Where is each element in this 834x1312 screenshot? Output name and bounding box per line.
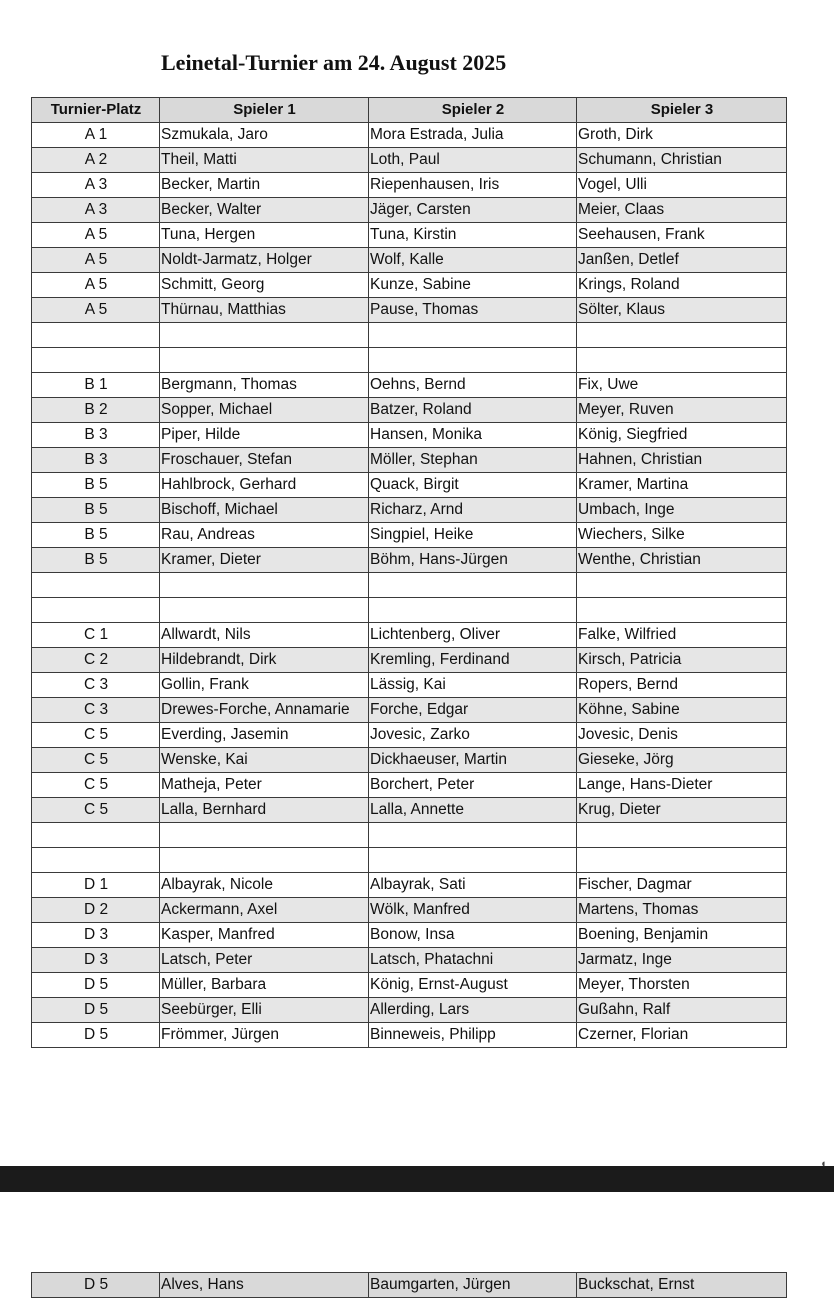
cell-turnier-platz: C 3	[32, 673, 160, 698]
cell-spieler-1: Thürnau, Matthias	[160, 298, 369, 323]
cell-turnier-platz: D 2	[32, 898, 160, 923]
cell-spieler-2: Pause, Thomas	[369, 298, 577, 323]
cell-spieler-3: Boening, Benjamin	[577, 923, 787, 948]
cell-spieler-1: Müller, Barbara	[160, 973, 369, 998]
table-row	[32, 648, 787, 673]
document-title: Leinetal-Turnier am 24. August 2025	[161, 50, 507, 75]
cell-spieler-1	[160, 573, 369, 598]
table-row	[32, 348, 787, 373]
header-spieler-3: Spieler 3	[577, 98, 787, 123]
cell-spieler-3: Jarmatz, Inge	[577, 948, 787, 973]
cell-turnier-platz: D 1	[32, 873, 160, 898]
cell-spieler-1: Latsch, Peter	[160, 948, 369, 973]
table-row	[32, 373, 787, 398]
cell-spieler-2: Möller, Stephan	[369, 448, 577, 473]
cell-spieler-2: Borchert, Peter	[369, 773, 577, 798]
cell-spieler-3: Buckschat, Ernst	[577, 1273, 787, 1298]
cell-spieler-2: Richarz, Arnd	[369, 498, 577, 523]
cell-spieler-2	[369, 598, 577, 623]
cell-spieler-2: Singpiel, Heike	[369, 523, 577, 548]
cell-spieler-1: Drewes-Forche, Annamarie	[160, 698, 369, 723]
table-row	[32, 273, 787, 298]
table-row	[32, 548, 787, 573]
cell-spieler-3: Hahnen, Christian	[577, 448, 787, 473]
cell-spieler-3: Vogel, Ulli	[577, 173, 787, 198]
cell-spieler-1: Everding, Jasemin	[160, 723, 369, 748]
cell-turnier-platz: D 5	[32, 1273, 160, 1298]
table-row	[32, 1023, 787, 1048]
cell-turnier-platz: B 1	[32, 373, 160, 398]
cell-turnier-platz	[32, 823, 160, 848]
cell-spieler-1: Ackermann, Axel	[160, 898, 369, 923]
table-row	[32, 148, 787, 173]
cell-spieler-2	[369, 823, 577, 848]
table-row	[32, 573, 787, 598]
cell-turnier-platz: A 2	[32, 148, 160, 173]
cell-turnier-platz: A 3	[32, 198, 160, 223]
cell-spieler-3: Sölter, Klaus	[577, 298, 787, 323]
cell-spieler-3: König, Siegfried	[577, 423, 787, 448]
cell-turnier-platz: B 5	[32, 523, 160, 548]
cell-spieler-1: Bergmann, Thomas	[160, 373, 369, 398]
table-row	[32, 973, 787, 998]
cell-spieler-3: Kramer, Martina	[577, 473, 787, 498]
cell-spieler-3	[577, 573, 787, 598]
page-break-bar	[0, 1166, 834, 1192]
cell-spieler-2: Wolf, Kalle	[369, 248, 577, 273]
cell-spieler-1: Matheja, Peter	[160, 773, 369, 798]
cell-spieler-1: Wenske, Kai	[160, 748, 369, 773]
cell-spieler-2: Quack, Birgit	[369, 473, 577, 498]
cell-spieler-3: Umbach, Inge	[577, 498, 787, 523]
cell-spieler-3	[577, 598, 787, 623]
table-row	[32, 948, 787, 973]
cell-spieler-2: Oehns, Bernd	[369, 373, 577, 398]
table-row	[32, 123, 787, 148]
cell-spieler-2: Lalla, Annette	[369, 798, 577, 823]
cell-spieler-2: Kunze, Sabine	[369, 273, 577, 298]
cell-spieler-3: Köhne, Sabine	[577, 698, 787, 723]
header-row	[32, 98, 787, 123]
cell-spieler-1: Sopper, Michael	[160, 398, 369, 423]
cell-turnier-platz: C 1	[32, 623, 160, 648]
cell-spieler-1: Albayrak, Nicole	[160, 873, 369, 898]
table-row	[32, 523, 787, 548]
table-row	[32, 248, 787, 273]
cell-spieler-2: Forche, Edgar	[369, 698, 577, 723]
cell-turnier-platz: C 3	[32, 698, 160, 723]
table-row	[32, 598, 787, 623]
cell-spieler-3	[577, 848, 787, 873]
cell-spieler-3: Meyer, Ruven	[577, 398, 787, 423]
cell-spieler-3: Wiechers, Silke	[577, 523, 787, 548]
cell-turnier-platz: B 3	[32, 448, 160, 473]
pairing-table-continued	[31, 1272, 787, 1298]
cell-spieler-3: Falke, Wilfried	[577, 623, 787, 648]
cell-spieler-3: Gieseke, Jörg	[577, 748, 787, 773]
cell-spieler-3: Meyer, Thorsten	[577, 973, 787, 998]
table-row	[32, 1273, 787, 1298]
cell-turnier-platz: A 5	[32, 298, 160, 323]
cell-spieler-3: Czerner, Florian	[577, 1023, 787, 1048]
cell-spieler-2: Allerding, Lars	[369, 998, 577, 1023]
cell-spieler-2: Jovesic, Zarko	[369, 723, 577, 748]
cell-spieler-1: Kramer, Dieter	[160, 548, 369, 573]
table-row	[32, 498, 787, 523]
cell-spieler-1: Seebürger, Elli	[160, 998, 369, 1023]
cell-turnier-platz: C 5	[32, 723, 160, 748]
table-row	[32, 848, 787, 873]
cell-turnier-platz: B 5	[32, 548, 160, 573]
cell-spieler-3: Ropers, Bernd	[577, 673, 787, 698]
cell-spieler-1: Theil, Matti	[160, 148, 369, 173]
cell-spieler-2	[369, 323, 577, 348]
cell-turnier-platz: A 5	[32, 248, 160, 273]
cell-turnier-platz: B 3	[32, 423, 160, 448]
cell-spieler-3: Meier, Claas	[577, 198, 787, 223]
cell-spieler-1: Szmukala, Jaro	[160, 123, 369, 148]
cell-spieler-2	[369, 348, 577, 373]
cell-spieler-2: Lässig, Kai	[369, 673, 577, 698]
cell-spieler-1: Schmitt, Georg	[160, 273, 369, 298]
cell-spieler-1: Lalla, Bernhard	[160, 798, 369, 823]
table-row	[32, 298, 787, 323]
cell-turnier-platz	[32, 848, 160, 873]
table-row	[32, 673, 787, 698]
header-turnier-platz: Turnier-Platz	[32, 98, 160, 123]
cell-spieler-3: Kirsch, Patricia	[577, 648, 787, 673]
table-row	[32, 448, 787, 473]
cell-spieler-1	[160, 348, 369, 373]
cell-spieler-1: Gollin, Frank	[160, 673, 369, 698]
cell-turnier-platz: A 5	[32, 223, 160, 248]
cell-turnier-platz	[32, 598, 160, 623]
cell-spieler-3: Janßen, Detlef	[577, 248, 787, 273]
cell-spieler-2: Böhm, Hans-Jürgen	[369, 548, 577, 573]
cell-turnier-platz: C 5	[32, 798, 160, 823]
cell-spieler-3: Gußahn, Ralf	[577, 998, 787, 1023]
cell-spieler-1: Hahlbrock, Gerhard	[160, 473, 369, 498]
cell-spieler-2: Tuna, Kirstin	[369, 223, 577, 248]
cell-spieler-3: Lange, Hans-Dieter	[577, 773, 787, 798]
table-row	[32, 823, 787, 848]
cell-spieler-1: Becker, Martin	[160, 173, 369, 198]
cell-turnier-platz	[32, 348, 160, 373]
cell-turnier-platz	[32, 323, 160, 348]
page-break-marker: ◖	[820, 1158, 827, 1170]
cell-spieler-3: Jovesic, Denis	[577, 723, 787, 748]
cell-turnier-platz: B 5	[32, 473, 160, 498]
cell-turnier-platz: D 5	[32, 998, 160, 1023]
cell-spieler-3: Schumann, Christian	[577, 148, 787, 173]
header-spieler-2: Spieler 2	[369, 98, 577, 123]
table-row	[32, 923, 787, 948]
cell-spieler-2: Loth, Paul	[369, 148, 577, 173]
cell-turnier-platz: D 5	[32, 1023, 160, 1048]
table-row	[32, 198, 787, 223]
cell-spieler-2: Dickhaeuser, Martin	[369, 748, 577, 773]
table-row	[32, 723, 787, 748]
cell-spieler-2: Wölk, Manfred	[369, 898, 577, 923]
cell-spieler-3: Groth, Dirk	[577, 123, 787, 148]
cell-spieler-2: Baumgarten, Jürgen	[369, 1273, 577, 1298]
header-spieler-1: Spieler 1	[160, 98, 369, 123]
cell-spieler-1	[160, 598, 369, 623]
cell-spieler-2: Albayrak, Sati	[369, 873, 577, 898]
cell-spieler-1: Kasper, Manfred	[160, 923, 369, 948]
table-row	[32, 898, 787, 923]
cell-turnier-platz: C 5	[32, 773, 160, 798]
cell-spieler-1: Frömmer, Jürgen	[160, 1023, 369, 1048]
table-row	[32, 698, 787, 723]
cell-spieler-2: Riepenhausen, Iris	[369, 173, 577, 198]
table-row	[32, 798, 787, 823]
table-row	[32, 773, 787, 798]
pairing-table	[31, 97, 787, 1048]
cell-spieler-1: Becker, Walter	[160, 198, 369, 223]
cell-spieler-3: Martens, Thomas	[577, 898, 787, 923]
cell-spieler-3	[577, 323, 787, 348]
cell-spieler-2: Binneweis, Philipp	[369, 1023, 577, 1048]
cell-spieler-1	[160, 823, 369, 848]
cell-spieler-1: Hildebrandt, Dirk	[160, 648, 369, 673]
cell-spieler-2	[369, 573, 577, 598]
cell-spieler-1	[160, 323, 369, 348]
table-row	[32, 423, 787, 448]
cell-turnier-platz: B 2	[32, 398, 160, 423]
cell-spieler-2: Kremling, Ferdinand	[369, 648, 577, 673]
cell-spieler-1: Allwardt, Nils	[160, 623, 369, 648]
cell-spieler-3: Wenthe, Christian	[577, 548, 787, 573]
cell-turnier-platz: D 3	[32, 923, 160, 948]
cell-spieler-2: König, Ernst-August	[369, 973, 577, 998]
table-row	[32, 873, 787, 898]
cell-spieler-3: Krings, Roland	[577, 273, 787, 298]
cell-turnier-platz: B 5	[32, 498, 160, 523]
cell-spieler-2: Batzer, Roland	[369, 398, 577, 423]
table-row	[32, 223, 787, 248]
cell-spieler-3: Fix, Uwe	[577, 373, 787, 398]
table-row	[32, 398, 787, 423]
table-row	[32, 473, 787, 498]
cell-spieler-1: Froschauer, Stefan	[160, 448, 369, 473]
cell-spieler-1: Alves, Hans	[160, 1273, 369, 1298]
cell-turnier-platz: C 2	[32, 648, 160, 673]
cell-turnier-platz: A 1	[32, 123, 160, 148]
cell-turnier-platz: A 5	[32, 273, 160, 298]
cell-spieler-2: Jäger, Carsten	[369, 198, 577, 223]
cell-spieler-2: Hansen, Monika	[369, 423, 577, 448]
cell-spieler-1: Tuna, Hergen	[160, 223, 369, 248]
cell-spieler-1: Bischoff, Michael	[160, 498, 369, 523]
cell-spieler-1	[160, 848, 369, 873]
table-row	[32, 748, 787, 773]
cell-spieler-1: Piper, Hilde	[160, 423, 369, 448]
cell-spieler-2: Mora Estrada, Julia	[369, 123, 577, 148]
cell-turnier-platz: D 3	[32, 948, 160, 973]
cell-turnier-platz: A 3	[32, 173, 160, 198]
cell-turnier-platz: C 5	[32, 748, 160, 773]
cell-spieler-1: Rau, Andreas	[160, 523, 369, 548]
table-row	[32, 173, 787, 198]
cell-turnier-platz	[32, 573, 160, 598]
cell-spieler-2: Latsch, Phatachni	[369, 948, 577, 973]
cell-spieler-2: Lichtenberg, Oliver	[369, 623, 577, 648]
table-row	[32, 623, 787, 648]
cell-spieler-3	[577, 348, 787, 373]
cell-turnier-platz: D 5	[32, 973, 160, 998]
cell-spieler-3: Krug, Dieter	[577, 798, 787, 823]
cell-spieler-3	[577, 823, 787, 848]
cell-spieler-2	[369, 848, 577, 873]
cell-spieler-1: Noldt-Jarmatz, Holger	[160, 248, 369, 273]
table-row	[32, 998, 787, 1023]
cell-spieler-2: Bonow, Insa	[369, 923, 577, 948]
cell-spieler-3: Fischer, Dagmar	[577, 873, 787, 898]
table-row	[32, 323, 787, 348]
cell-spieler-3: Seehausen, Frank	[577, 223, 787, 248]
